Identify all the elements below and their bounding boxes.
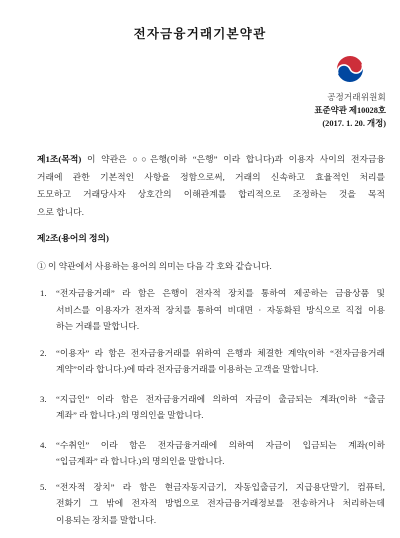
item-number: 4. [40, 439, 47, 450]
item-number: 5. [40, 481, 47, 492]
revision-date: (2017. 1. 20. 개정) [322, 119, 386, 128]
item-line: “입금계좌” 라 합니다.)의 명의인을 말합니다. [56, 456, 225, 466]
definition-item [40, 479, 385, 529]
definition-item [40, 285, 385, 335]
item-line: 서비스를 이용자가 전자적 장치를 통하여 비대면 · 자동화된 방식으로 직접 이용 [56, 304, 385, 315]
standard-terms-number: 표준약관 제10028호 [314, 106, 386, 115]
government-emblem-icon [334, 53, 366, 85]
article-1-line: 거래에 관한 기본적인 사항을 정함으로써, 거래의 신속하고 효율적인 처리를 [37, 171, 385, 182]
agency-block [290, 53, 386, 130]
item-line: 이용되는 장치를 말합니다. [56, 514, 157, 525]
item-line: 하는 거래를 말합니다. [56, 321, 140, 331]
emblem-taegeuk [334, 53, 366, 85]
definition-item [40, 437, 385, 470]
item-line: 전화기 그 밖에 전자적 방법으로 전자금융거래정보를 전송하거나 처리하는데 [56, 498, 385, 508]
item-line: “지급인” 이라 함은 전자금융거래에 의하여 자금이 출금되는 계좌(이하 “출금 [56, 393, 385, 404]
definition-item [40, 345, 385, 378]
item-line: “이용자” 라 함은 전자금융거래를 위하여 은행과 체결한 계약(이하 “전자금융거래 [56, 347, 385, 358]
article-1 [37, 151, 385, 221]
item-line: 계좌” 라 합니다.)의 명의인을 말합니다. [56, 410, 204, 420]
document-title: 전자금융거래기본약관 [133, 27, 267, 41]
article-1-line [37, 151, 385, 169]
item-number: 3. [40, 393, 47, 404]
item-line: “수취인” 이라 함은 전자금융거래에 의하여 자금이 입금되는 계좌(이하 [56, 439, 385, 450]
item-number: 1. [40, 288, 47, 298]
article-1-line: 으로 합니다. [37, 206, 84, 217]
article-2-heading: 제2조(용어의 정의) [37, 233, 109, 243]
item-number: 2. [40, 347, 47, 358]
item-line: “전자적 장치” 라 함은 현금자동지급기, 자동입출금기, 지급용단말기, 컴퓨터, [56, 481, 385, 492]
article-2-clause-1: ① 이 약관에서 사용하는 용어의 의미는 다음 각 호와 같습니다. [37, 260, 272, 271]
article-1-heading: 제1조(목적) [37, 154, 82, 164]
document-body [37, 151, 385, 528]
definition-item [40, 391, 385, 424]
item-line: 계약”이라 합니다.)에 따라 전자금융거래를 이용하는 고객을 말합니다. [56, 364, 319, 374]
article-1-text: 이 약관은 ○○은행(이하 “은행” 이라 합니다)과 이용자 사이의 전자금융 [86, 154, 385, 164]
agency-name: 공정거래위원회 [327, 93, 386, 102]
item-line: “전자금융거래” 라 함은 은행이 전자적 장치를 통하여 제공하는 금융상품 및 [56, 288, 385, 298]
article-1-line: 도모하고 거래당사자 상호간의 이해관계를 합리적으로 조정하는 것을 목적 [37, 189, 385, 199]
